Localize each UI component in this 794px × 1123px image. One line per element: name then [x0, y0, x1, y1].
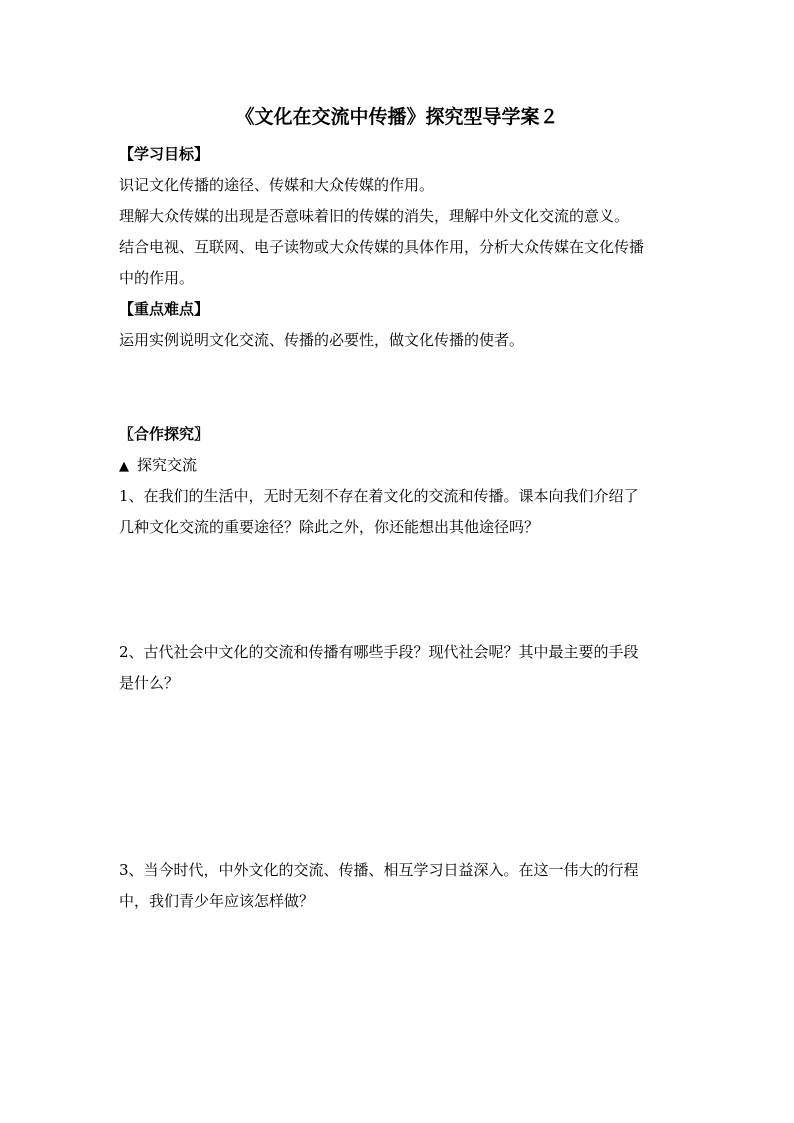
cooperation-heading: 〖合作探究〗 [119, 425, 210, 443]
question-1-line: 1、在我们的生活中，无时无刻不存在着文化的交流和传播。课本向我们介绍了 [119, 487, 639, 505]
triangle-marker-icon: ▲ [119, 459, 129, 474]
objective-line: 理解大众传媒的出现是否意味着旧的传媒的消失，理解中外文化交流的意义。 [119, 207, 630, 225]
document-title: 《文化在交流中传播》探究型导学案２ [235, 106, 559, 128]
question-2-line: 是什么？ [119, 674, 180, 692]
question-3-line: 3、当今时代，中外文化的交流、传播、相互学习日益深入。在这一伟大的行程 [119, 861, 639, 879]
objective-line: 结合电视、互联网、电子读物或大众传媒的具体作用，分析大众传媒在文化传播 [119, 238, 645, 256]
subheading-label: 探究交流 [137, 456, 198, 474]
key-points-heading: 【重点难点】 [119, 300, 210, 318]
question-1-line: 几种文化交流的重要途径？除此之外，你还能想出其他途径吗？ [119, 518, 540, 536]
objective-line: 识记文化传播的途径、传媒和大众传媒的作用。 [119, 176, 435, 194]
question-2-line: 2、古代社会中文化的交流和传播有哪些手段？现代社会呢？其中最主要的手段 [119, 643, 639, 661]
objectives-heading: 【学习目标】 [119, 145, 210, 163]
subheading-explore [119, 454, 689, 478]
key-point-line: 运用实例说明文化交流、传播的必要性，做文化传播的使者。 [119, 331, 525, 349]
question-3-line: 中，我们青少年应该怎样做？ [119, 892, 315, 910]
objective-line: 中的作用。 [119, 269, 195, 287]
